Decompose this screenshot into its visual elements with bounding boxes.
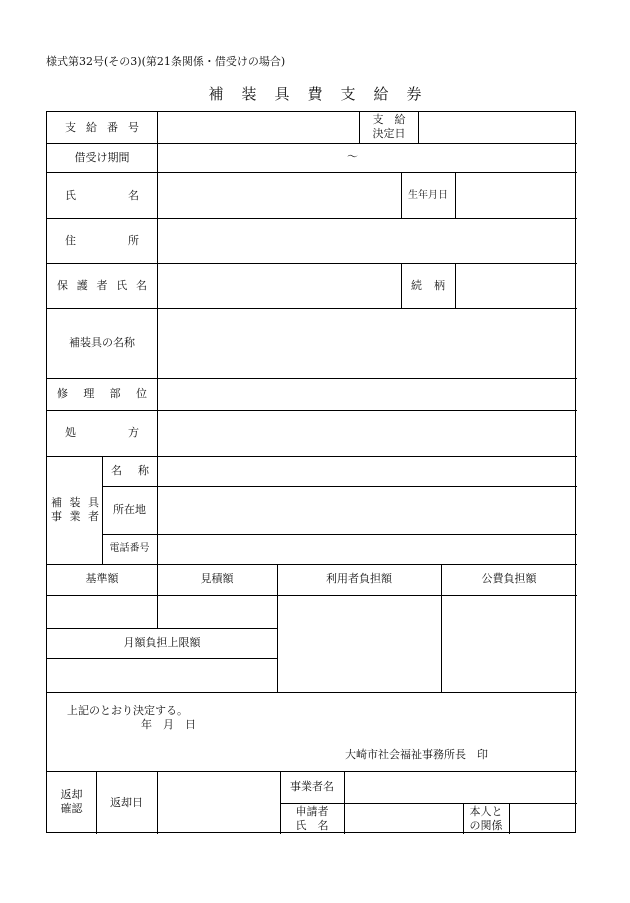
label-zokugara: 続 柄 bbox=[411, 279, 445, 292]
title-char: 装 bbox=[241, 85, 257, 103]
label-shikyu-bango: 支 給 番 号 bbox=[65, 121, 139, 134]
rule bbox=[401, 263, 402, 308]
label-jusho: 住 所 bbox=[65, 234, 139, 247]
rule bbox=[509, 803, 510, 834]
rule bbox=[47, 456, 577, 457]
rule bbox=[47, 628, 277, 629]
label-shikyu-kettei: 支 給 決定日 bbox=[372, 113, 406, 140]
decision-date: 年 月 日 bbox=[141, 718, 196, 731]
rule bbox=[280, 803, 577, 804]
rule bbox=[359, 112, 360, 143]
label-henkyakubi: 返却日 bbox=[110, 796, 143, 809]
label-meisho: 名 称 bbox=[111, 464, 149, 477]
rule bbox=[47, 658, 277, 659]
rule bbox=[47, 378, 577, 379]
rule bbox=[47, 692, 577, 693]
rule bbox=[418, 112, 419, 143]
rule bbox=[102, 534, 577, 535]
label-kijungaku: 基準額 bbox=[85, 572, 119, 585]
label-henkyaku-kakunin: 返却 確認 bbox=[60, 788, 83, 815]
title-char: 補 bbox=[208, 85, 224, 103]
title-char: 具 bbox=[274, 85, 290, 103]
decision-statement: 上記のとおり決定する。 bbox=[67, 704, 188, 717]
rule bbox=[47, 172, 577, 173]
period-tilde: ～ bbox=[347, 150, 358, 163]
rule bbox=[47, 595, 577, 596]
rule bbox=[47, 564, 577, 565]
label-shozaichi: 所在地 bbox=[113, 503, 146, 516]
label-getsugaku-futan-jogen: 月額負担上限額 bbox=[123, 636, 201, 649]
issuer-name: 大崎市社会福祉事務所長 印 bbox=[345, 748, 488, 761]
rule bbox=[47, 771, 577, 772]
title-char: 支 bbox=[340, 85, 356, 103]
rule bbox=[157, 771, 158, 834]
label-hogosha-shimei: 保 護 者 氏 名 bbox=[57, 279, 147, 292]
subsidy-voucher-form bbox=[46, 111, 576, 833]
label-shoho: 処 方 bbox=[65, 426, 139, 439]
rule bbox=[344, 771, 345, 834]
rule bbox=[47, 263, 577, 264]
title-char: 費 bbox=[307, 85, 323, 103]
form-number-header: 様式第32号(その3)(第21条関係・借受けの場合) bbox=[46, 55, 286, 68]
rule bbox=[455, 172, 456, 218]
label-sogu-jigyosha: 補 装 具 事 業 者 bbox=[51, 496, 99, 523]
rule bbox=[157, 456, 158, 564]
rule bbox=[102, 486, 577, 487]
label-kariuke-kikan: 借受け期間 bbox=[74, 151, 130, 164]
label-shinseisha-shimei: 申請者 氏 名 bbox=[295, 805, 329, 832]
rule bbox=[47, 308, 577, 309]
label-sogu-meisho: 補装具の名称 bbox=[69, 336, 135, 349]
rule bbox=[455, 263, 456, 308]
form-title bbox=[0, 85, 630, 103]
label-denwa-bango: 電話番号 bbox=[109, 543, 150, 554]
label-jigyoshamei: 事業者名 bbox=[290, 780, 334, 793]
rule bbox=[47, 143, 577, 144]
label-honnin-kankei: 本人と の関係 bbox=[469, 805, 503, 832]
title-char: 券 bbox=[406, 85, 422, 103]
rule bbox=[47, 410, 577, 411]
label-mitsumorigaku: 見積額 bbox=[200, 572, 234, 585]
rule bbox=[47, 218, 577, 219]
rule bbox=[157, 112, 158, 456]
title-char: 給 bbox=[373, 85, 389, 103]
label-riyosha-futangaku: 利用者負担額 bbox=[326, 572, 392, 585]
label-shimei: 氏 名 bbox=[65, 189, 139, 202]
label-seinengappi: 生年月日 bbox=[408, 190, 448, 201]
label-shuri-bui: 修 理 部 位 bbox=[57, 387, 147, 400]
label-kohi-futangaku: 公費負担額 bbox=[481, 572, 537, 585]
